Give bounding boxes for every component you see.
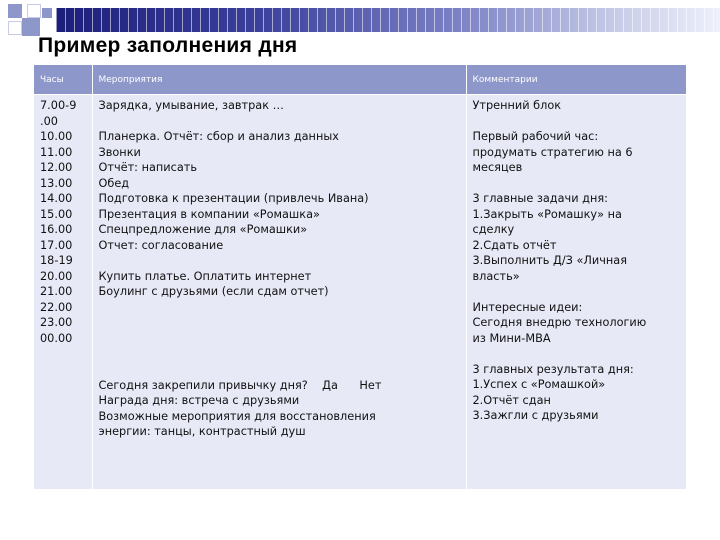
event-line: Звонки bbox=[98, 145, 141, 159]
hour-line: 20.00 bbox=[40, 269, 73, 283]
hour-line: 21.00 bbox=[40, 285, 73, 298]
event-line: Зарядка, умывание, завтрак … bbox=[98, 99, 284, 112]
hour-line: 22.00 bbox=[40, 300, 73, 314]
header-comments: Комментарии bbox=[466, 65, 686, 95]
comment-line: Первый рабочий час: bbox=[472, 130, 599, 143]
hour-line: .00 bbox=[40, 114, 58, 128]
comment-line: Утренний блок bbox=[472, 99, 562, 112]
hour-line: 11.00 bbox=[40, 145, 73, 159]
event-line: Боулинг с друзьями (если сдам отчет) bbox=[98, 285, 329, 298]
event-line: Спецпредложение для «Ромашки» bbox=[98, 223, 308, 236]
event-line: Обед bbox=[98, 176, 130, 190]
review-line: Сегодня закрепили привычку дня? Да Нет bbox=[98, 378, 382, 392]
comment-line: 3 главных результата дня: bbox=[472, 362, 634, 376]
event-line: Купить платье. Оплатить интернет bbox=[98, 269, 312, 283]
event-line: Планерка. Отчёт: сбор и анализ данных bbox=[98, 130, 339, 143]
comment-line: 3.Выполнить Д/З «Личная bbox=[472, 254, 628, 267]
review-line: энергии: танцы, контрастный душ bbox=[98, 425, 306, 438]
hour-line: 15.00 bbox=[40, 207, 73, 221]
hour-line: 17.00 bbox=[40, 238, 73, 252]
comment-line: 1.Закрыть «Ромашку» на bbox=[472, 207, 622, 221]
comment-line: власть» bbox=[472, 269, 520, 283]
header-gradient-bar bbox=[56, 8, 720, 32]
event-line: Презентация в компании «Ромашка» bbox=[98, 207, 320, 221]
review-line: Возможные мероприятия для восстановления bbox=[98, 409, 376, 423]
events-cell bbox=[92, 95, 466, 490]
hour-line: 7.00-9 bbox=[40, 99, 77, 112]
event-line: Отчёт: написать bbox=[98, 161, 197, 174]
comment-line: Сегодня внедрю технологию bbox=[472, 316, 647, 329]
hours-cell bbox=[34, 95, 92, 490]
hour-line: 13.00 bbox=[40, 176, 73, 190]
comments-cell bbox=[466, 95, 686, 490]
page-title: Пример заполнения дня bbox=[38, 34, 298, 57]
hour-line: 14.00 bbox=[40, 192, 73, 205]
comment-line: сделку bbox=[472, 223, 515, 236]
comment-line: 3.Зажгли с друзьями bbox=[472, 409, 599, 422]
header-events: Мероприятия bbox=[92, 65, 466, 95]
comment-line: месяцев bbox=[472, 161, 523, 174]
hour-line: 00.00 bbox=[40, 331, 73, 345]
hour-line: 10.00 bbox=[40, 130, 73, 143]
hour-line: 18-19 bbox=[40, 254, 73, 267]
comment-line: Интересные идеи: bbox=[472, 300, 583, 314]
comment-line: 2.Сдать отчёт bbox=[472, 238, 557, 252]
review-line: Награда дня: встреча с друзьями bbox=[98, 394, 300, 407]
comment-line: 3 главные задачи дня: bbox=[472, 192, 608, 205]
schedule-table bbox=[34, 65, 687, 489]
decor-square-2 bbox=[27, 4, 41, 18]
event-line: Подготовка к презентации (привлечь Ивана) bbox=[98, 192, 369, 205]
decor-square-1 bbox=[8, 4, 22, 18]
table-row bbox=[34, 95, 686, 490]
hour-line: 16.00 bbox=[40, 223, 73, 236]
decor-square-3 bbox=[8, 21, 22, 35]
hour-line: 12.00 bbox=[40, 161, 73, 174]
comment-line: продумать стратегию на 6 bbox=[472, 145, 633, 159]
comment-line: 2.Отчёт сдан bbox=[472, 393, 551, 407]
header-hours: Часы bbox=[34, 65, 92, 95]
event-line: Отчет: согласование bbox=[98, 238, 224, 252]
table-header-row bbox=[34, 65, 686, 95]
comment-line: из Мини-МВА bbox=[472, 331, 551, 345]
hour-line: 23.00 bbox=[40, 316, 73, 329]
decor-square-5 bbox=[42, 8, 52, 18]
comment-line: 1.Успех с «Ромашкой» bbox=[472, 378, 606, 391]
